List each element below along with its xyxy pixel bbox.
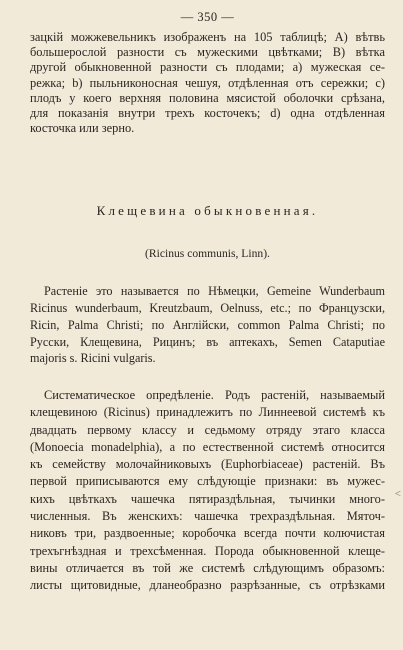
page-number: — 350 — [180, 10, 235, 24]
text-line: трехъгнѣздная и трехсѣменная. Порода обыкновенной клещe- [30, 543, 385, 558]
margin-mark: < [394, 488, 401, 500]
text-line: вины отличается въ той же системѣ слѣдующимъ образомъ: [30, 560, 385, 575]
text-line: плодъ у коего верхняя половина мясистой оболочки срѣзана, [30, 90, 385, 105]
section-heading: Клещевина обыкновенная. [96, 203, 319, 219]
latin-name: (Ricinus communis, Linn). [145, 247, 270, 261]
text-line: большерослой разности съ мужескими цвѣтками; B) вѣтка [30, 45, 385, 60]
text-line: къ семейству молочайниковыхъ (Euphorbiaceae) растеній. Въ [30, 457, 385, 472]
text-line: Русски, Клещевина, Рицинъ; въ аптекахъ, Semen Cataputiae [30, 334, 385, 349]
text-line: majoris s. Ricini vulgaris. [30, 351, 156, 366]
text-line: численныя. Въ женскихъ: чашечка трехраздѣльная. Мяточ- [30, 509, 385, 524]
text-line: (Monoecia monadelphia), а по естественной системѣ относится [30, 439, 385, 454]
text-line: никовъ три, раздвоенные; коробочка всегда почти колючистая [30, 526, 385, 541]
text-line: первой приписываются ему слѣдующіе признаки: въ мужес- [30, 474, 385, 489]
text-line: листы щитовидные, дланеобразно разрѣзанные, съ отрѣзками [30, 578, 385, 593]
text-line: Ricin, Palma Christi; по Англійски, common Palma Christi; по [30, 317, 385, 332]
text-line: зацкій можжевельникъ изображенъ на 105 таблицѣ; A) вѣтвь [30, 30, 385, 44]
text-line: Ricinus wunderbaum, Kreutzbaum, Oelnuss, etc.; по Французски, [30, 301, 385, 316]
text-line: двадцать первому классу и седьмому отряду этаго класса [30, 422, 385, 437]
text-line: Систематическое опредѣленіе. Родъ растеній, называемый [44, 387, 385, 402]
synonyms-paragraph [30, 283, 385, 367]
text-line: другой обыкновенной разности съ плодами; a) мужеская се- [30, 60, 385, 75]
top-paragraph [30, 30, 385, 136]
text-line: кихъ цвѣткахъ чашечка пятираздѣльная, тычинки много- [30, 491, 385, 506]
text-line: для показанія внутри трехъ косточекъ; d) одна отдѣленная [30, 106, 385, 121]
text-line: режка; b) пыльниконосная чешуя, отдѣленная отъ сережки; c) [30, 75, 385, 90]
systematics-paragraph [30, 387, 385, 595]
text-line: косточка или зерно. [30, 121, 135, 136]
text-line: клещевиною (Ricinus) принадлежитъ по Линнеевой системѣ къ [30, 405, 385, 420]
text-line: Растеніе это называется по Нѣмецки, Gemeine Wunderbaum [44, 284, 385, 299]
